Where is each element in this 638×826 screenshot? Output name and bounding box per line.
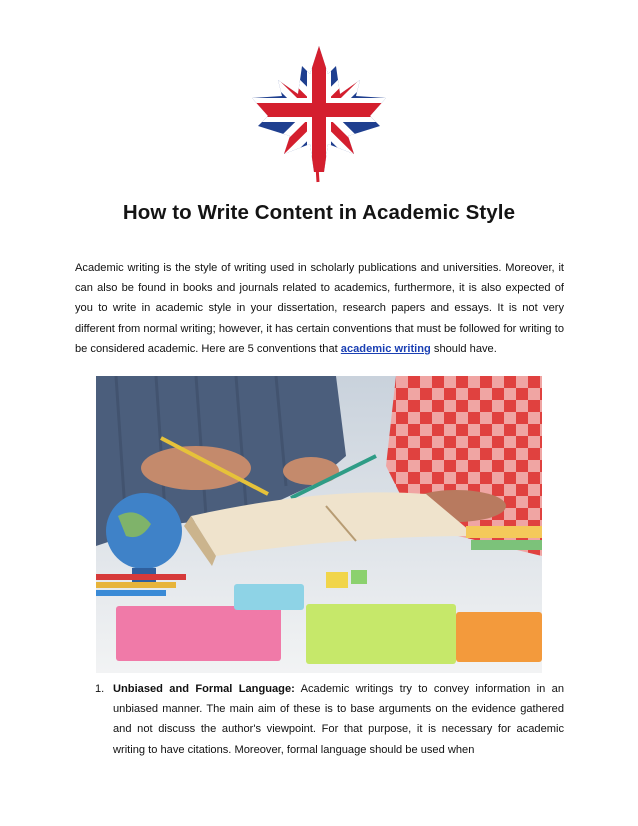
page-title: How to Write Content in Academic Style xyxy=(122,201,516,224)
intro-text-end: should have. xyxy=(430,342,497,355)
union-jack-maple-leaf-logo xyxy=(248,44,390,184)
conventions-list xyxy=(75,679,564,760)
list-item-number: 1. xyxy=(95,683,105,695)
list-item-title: Unbiased and Formal Language: xyxy=(113,683,295,695)
list-item xyxy=(75,679,564,760)
list-item-text: Academic writings try to convey information in an unbiased manner. The main aim of these is to base arguments on the evidence gathered and not discuss the author's viewpoint. For that purpose, it is necessary for academic writing to have citations. Moreover, formal language should be used when xyxy=(113,683,565,756)
intro-text: Academic writing is the style of writing used in scholarly publications and universities. Moreover, it can also be found in books and journals related to academics, furthermore, it is also expected of you to write in academic style in your dissertation, research papers and essays. It is not very different from normal writing; however, it has certain conventions that must be followed for writing to be considered academic. Here are 5 conventions that xyxy=(75,262,564,355)
academic-writing-link[interactable]: academic writing xyxy=(340,342,431,355)
students-studying-photo xyxy=(96,376,542,673)
intro-paragraph xyxy=(75,258,564,359)
